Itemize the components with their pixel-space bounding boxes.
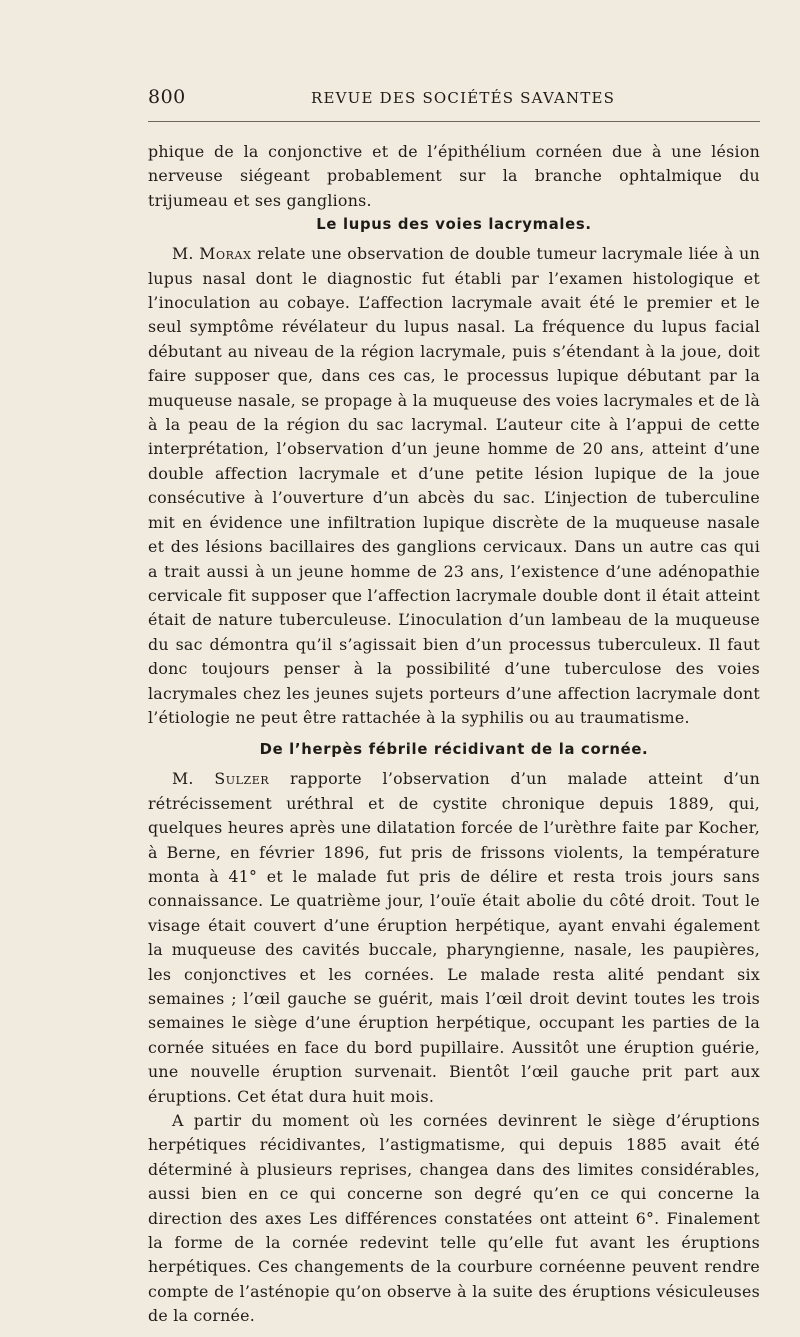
herpes-paragraph-1	[148, 767, 760, 1109]
header-rule	[148, 121, 760, 122]
herpes-paragraph-1-text: rapporte l’observation d’un malade atteint d’un rétrécissement uréthral et de cystite chronique depuis 1889, qui, quelques heures après une dilatation forcée de l’urèthre faite par Kocher, à Berne, en février 1896, fut pris de frissons violents, la température monta à 41° et le malade fut pris de délire et resta trois jours sans connaissance. Le quatrième jour, l’ouïe était abolie du côté droit. Tout le visage était couvert d’une éruption herpétique, ayant envahi également la muqueuse des cavités buccale, pharyngienne, nasale, les paupières, les conjonctives et les cornées. Le malade resta alité pendant six semaines ; l’œil gauche se guérit, mais l’œil droit devint toutes les trois semaines le siège d’une éruption herpétique, occupant les parties de la cornée situées en face du bord pupillaire. Aussitôt une éruption guérie, une nouvelle éruption survenait. Bientôt l’œil gauche prit part aux éruptions. Cet état dura huit mois.	[148, 769, 760, 1106]
honorific-prefix: M.	[172, 244, 194, 264]
section-title-lupus: Le lupus des voies lacrymales.	[316, 216, 592, 234]
lupus-paragraph	[148, 242, 760, 730]
author-name-morax: Morax	[199, 244, 252, 264]
page-number: 800	[148, 86, 186, 108]
herpes-paragraph-2: A partir du moment où les cornées devinrent le siège d’éruptions herpétiques récidivantes, l’astigmatisme, qui depuis 1885 avait été déterminé à plusieurs reprises, changea dans des limites considérables, aussi bien en ce qui concerne son degré qu’en ce qui concerne la direction des axes Les différences constatées ont atteint 6°. Finalement la forme de la cornée redevint telle qu’elle fut avant les éruptions herpétiques. Ces changements de la courbure cornéenne peuvent rendre compte de l’asténopie qu’on observe à la suite des éruptions vésiculeuses de la cornée.	[148, 1111, 760, 1326]
intro-paragraph: phique de la conjonctive et de l’épithélium cornéen due à une lésion nerveuse siégeant probablement sur la branche ophtalmique du trijumeau et ses ganglions.	[148, 142, 760, 210]
author-name-sulzer: Sulzer	[214, 769, 270, 789]
section-title-herpes: De l’herpès fébrile récidivant de la cornée.	[259, 741, 649, 759]
article-body	[148, 140, 760, 1329]
honorific-prefix: M.	[172, 769, 194, 789]
page-header	[148, 86, 756, 110]
running-title: REVUE DES SOCIÉTÉS SAVANTES	[311, 89, 616, 107]
lupus-paragraph-text: relate une observation de double tumeur lacrymale liée à un lupus nasal dont le diagnostic fut établi par l’examen histologique et l’inoculation au cobaye. L’affection lacrymale avait été le premier et le seul symptôme révélateur du lupus nasal. La fréquence du lupus facial débutant au niveau de la région lacrymale, puis s’étendant à la joue, doit faire supposer que, dans ces cas, le processus lupique débutant par la muqueuse nasale, se propage à la muqueuse des voies lacrymales et de là à la peau de la région du sac lacrymal. L’auteur cite à l’appui de cette interprétation, l’observation d’un jeune homme de 20 ans, atteint d’une double affection lacrymale et d’une petite lésion lupique de la joue consécutive à l’ouverture d’un abcès du sac. L’injection de tuberculine mit en évidence une infiltration lupique discrète de la muqueuse nasale et des lésions bacillaires des ganglions cervicaux. Dans un autre cas qui a trait aussi à un jeune homme de 23 ans, l’existence d’une adénopathie cervicale fit supposer que l’affection lacrymale double dont il était atteint était de nature tuberculeuse. L’inoculation d’un lambeau de la muqueuse du sac démontra qu’il s’agissait bien d’un processus tuberculeux. Il faut donc toujours penser à la possibilité d’une tuberculose des voies lacrymales chez les jeunes sujets porteurs d’une affection lacrymale dont l’étiologie ne peut être rattachée à la syphilis ou au traumatisme.	[148, 244, 761, 727]
